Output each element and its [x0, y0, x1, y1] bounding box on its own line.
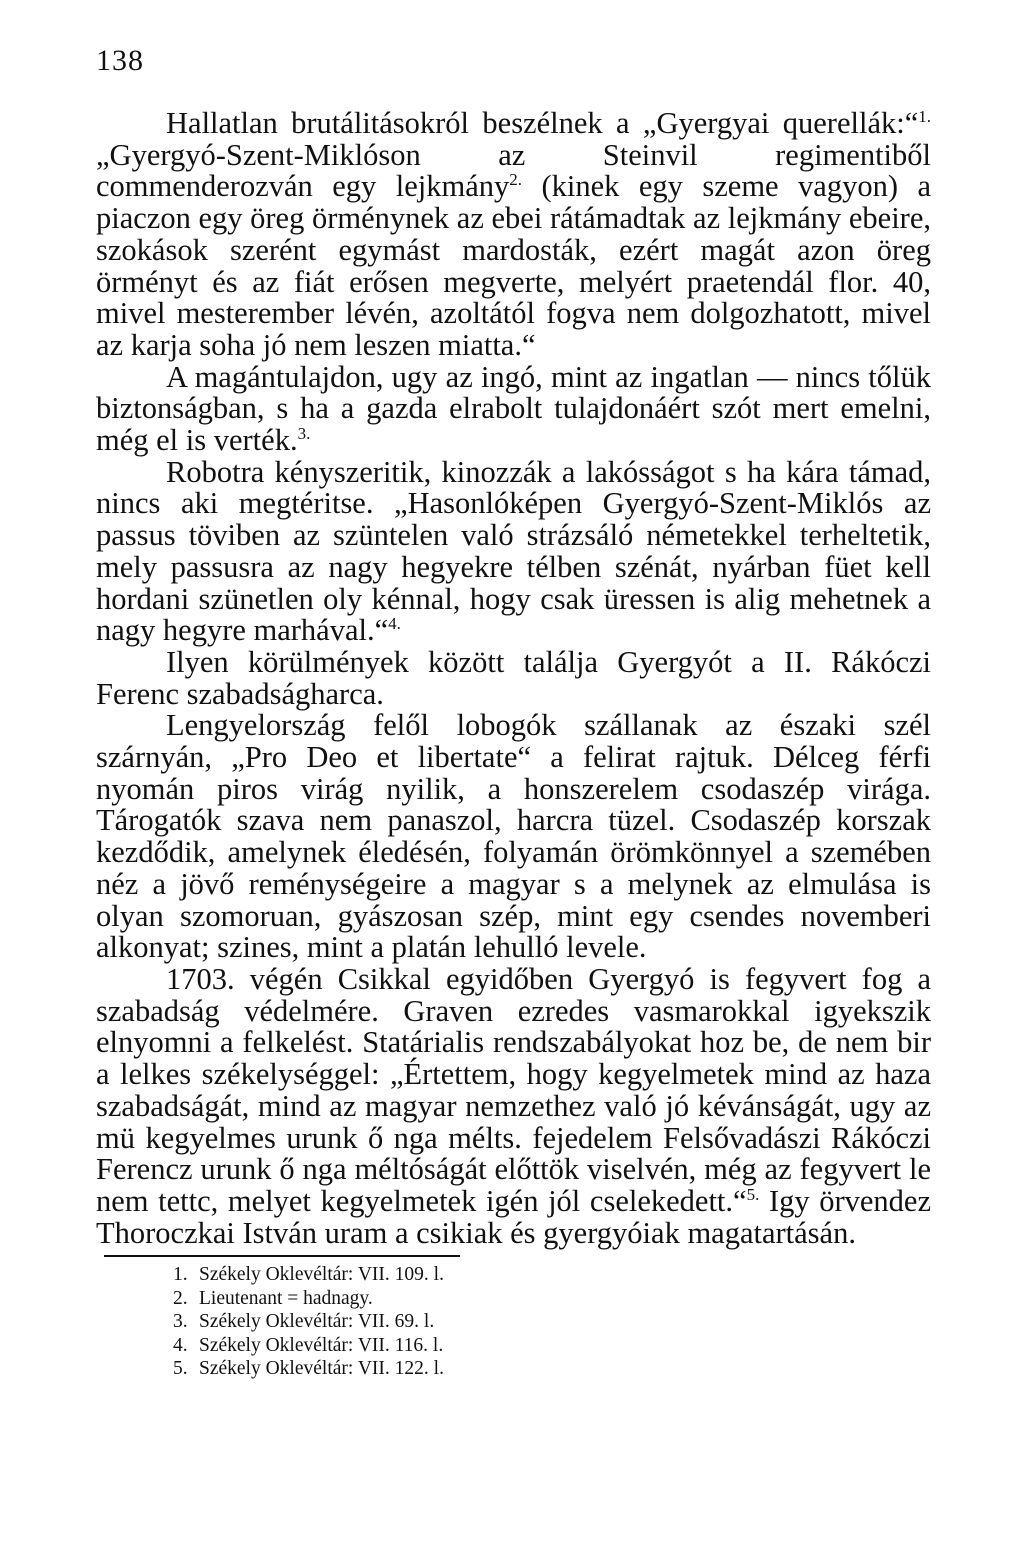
paragraph	[96, 961, 931, 1250]
footnote-number: 2.	[173, 1287, 188, 1309]
footnote-text: Székely Oklevéltár: VII. 116. l.	[199, 1334, 444, 1356]
paragraph	[96, 454, 931, 648]
paragraph	[96, 710, 931, 964]
body-text	[96, 108, 931, 1249]
paragraph-text: Robotra kényszeritik, kinozzák a lakósságot s ha kára támad, nincs aki megtéritse. „Hasonlóképen Gyergyó-Szent-Miklós az passus töviben az szüntelen való strázsáló németekkel terheltetik, mely passusra az nagy hegyekre télben szénát, nyárban füet kell hordani szünetlen oly kénnal, hogy csak üressen is alig mehetnek a nagy hegyre marhával.“	[96, 454, 931, 648]
paragraph-text: „Gyergyó-Szent-Miklóson az Steinvil regimentiből commenderozván egy lejkmány	[96, 137, 931, 204]
footnote-reference: 5.	[746, 1184, 760, 1204]
footnote-reference: 3.	[297, 423, 311, 443]
paragraph-text: Ilyen körülmények között találja Gyergyót a II. Rákóczi Ferenc szabadságharca.	[96, 644, 931, 711]
footnote-text: Székely Oklevéltár: VII. 69. l.	[199, 1311, 435, 1333]
footnote-text: Székely Oklevéltár: VII. 122. l.	[199, 1358, 444, 1380]
footnote-reference: 2.	[509, 170, 523, 190]
footnote	[173, 1357, 931, 1381]
footnote-divider	[104, 1255, 460, 1257]
footnote-number: 4.	[173, 1334, 188, 1356]
footnote-number: 3.	[173, 1311, 188, 1333]
paragraph-text: 1703. végén Csikkal egyidőben Gyergyó is fegyvert fog a szabadság védelmére. Graven ezredes vasmarokkal igyekszik elnyomni a felkelést. Statárialis rendszabályokat hoz be, de nem bir a lelkes székelységgel: „Értettem, hogy kegyelmetek mind az haza szabadságát, mind az magyar nemzethez való jó kévánságát, ugy az mü kegyelmes urunk ő nga mélts. fejedelem Felsővadászi Rákóczi Ferencz urunk ő nga méltóságát előttök viselvén, még az fegyvert le nem tettc, melyet kegyelmetek igén jól cselekedett.“	[96, 961, 931, 1218]
footnote-text: Lieutenant = hadnagy.	[199, 1287, 373, 1309]
paragraph-text: Igy örvendez Thoroczkai István uram a csikiak és gyergyóiak magatartásán.	[96, 1183, 931, 1250]
paragraph	[96, 108, 931, 362]
footnote-reference: 4.	[388, 614, 401, 634]
page-number: 138	[96, 44, 144, 77]
footnote-number: 1.	[173, 1264, 188, 1286]
footnote-number: 5.	[173, 1358, 188, 1380]
paragraph-text: A magántulajdon, ugy az ingó, mint az ingatlan — nincs tőlük biztonságban, s ha a gazda elrabolt tulajdonáért szót mert emelni, még el is verték.	[96, 359, 931, 458]
footnote	[173, 1334, 931, 1358]
footnote-text: Székely Oklevéltár: VII. 109. l.	[199, 1264, 444, 1286]
paragraph-text: (kinek egy szeme vagyon) a piaczon egy öreg örménynek az ebei rátámadtak az lejkmány ebeire, szokások szerént egymást mardosták, ezért magát azon öreg örményt és az fiát erősen megverte, melyért praetendál flor. 40, mivel mesterember lévén, azoltától fogva nem dolgozhatott, mivel az karja soha jó nem leszen miatta.“	[96, 169, 931, 362]
paragraph	[96, 359, 931, 458]
book-page	[96, 44, 931, 1381]
footnotes	[173, 1263, 931, 1381]
paragraph-text: Lengyelország felől lobogók szállanak az északi szél szárnyán, „Pro Deo et libertate“ a felirat rajtuk. Délceg férfi nyomán piros virág nyilik, a honszerelem csodaszép virága. Tárogatók szava nem panaszol, harcra tüzel. Csodaszép korszak kezdődik, amelynek éledésén, folyamán örömkönnyel a szemében néz a jövő reménységeire a magyar s a melynek az elmulása is olyan szomoruan, gyászosan szép, mint egy csendes novemberi alkonyat; szines, mint a platán lehulló levele.	[96, 708, 931, 965]
footnote-reference: 1.	[918, 106, 931, 126]
footnote	[173, 1263, 931, 1287]
footnote	[173, 1287, 931, 1311]
paragraph-text: Hallatlan brutálitásokról beszélnek a „Gyergyai querellák:“	[166, 106, 919, 140]
footnote	[173, 1310, 931, 1334]
paragraph	[96, 644, 931, 711]
